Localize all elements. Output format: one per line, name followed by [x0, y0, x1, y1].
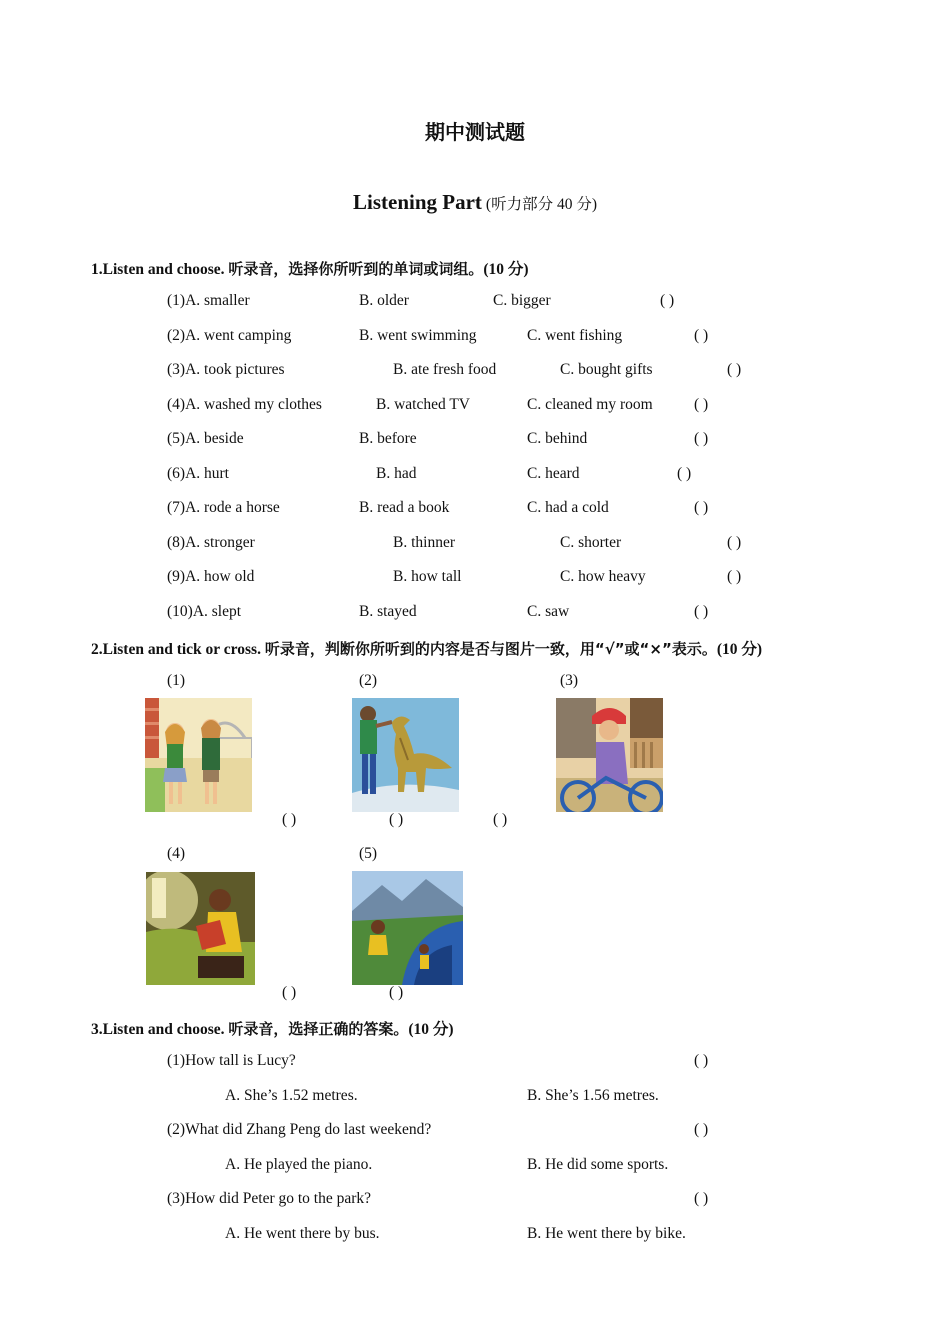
section1-heading-en: 1.Listen and choose.	[91, 261, 225, 278]
part-title: Listening Part	[353, 190, 482, 214]
s2-pic-4-label: (4)	[167, 845, 186, 862]
s3-question-3: (3)How did Peter go to the park?	[167, 1190, 372, 1207]
s1-item-3-c: C. bought gifts	[560, 361, 653, 378]
s1-item-4-a: (4)A. washed my clothes	[167, 396, 322, 413]
s2-pic-4-answer[interactable]: ( )	[282, 984, 297, 1001]
s1-item-1-answer[interactable]: ( )	[660, 292, 675, 309]
s1-item-3-answer[interactable]: ( )	[727, 361, 742, 378]
boy-reading-book-illustration	[146, 872, 255, 985]
s3-question-2: (2)What did Zhang Peng do last weekend?	[167, 1121, 432, 1138]
s1-item-2-c: C. went fishing	[527, 327, 623, 344]
s1-item-9-b: B. how tall	[393, 568, 462, 585]
s3-question-1: (1)How tall is Lucy?	[167, 1052, 296, 1069]
s1-item-1-b: B. older	[359, 292, 409, 309]
section3-heading	[91, 1017, 454, 1039]
s1-item-5-answer[interactable]: ( )	[694, 430, 709, 447]
s3-question-1-answer[interactable]: ( )	[694, 1052, 709, 1069]
s3-question-1-option-b: B. She’s 1.56 metres.	[527, 1087, 659, 1104]
s1-item-1-c: C. bigger	[493, 292, 551, 309]
s1-item-8-b: B. thinner	[393, 534, 455, 551]
s1-item-10-a: (10)A. slept	[167, 603, 242, 620]
s1-item-5-b: B. before	[359, 430, 417, 447]
s1-item-4-b: B. watched TV	[376, 396, 470, 413]
s3-question-3-option-a: A. He went there by bus.	[225, 1225, 380, 1242]
section2-heading-cn: 听录音，判断你所听到的内容是否与图片一致，用“√”或“×”表示。	[264, 640, 717, 658]
s1-item-6-c: C. heard	[527, 465, 580, 482]
s3-question-3-answer[interactable]: ( )	[694, 1190, 709, 1207]
s2-pic-1-label: (1)	[167, 672, 186, 689]
section3-points: (10 分)	[408, 1021, 454, 1038]
s2-pic-3-answer[interactable]: ( )	[493, 811, 508, 828]
section2-points: (10 分)	[716, 641, 763, 658]
section2-heading	[91, 637, 762, 659]
s3-question-2-option-a: A. He played the piano.	[225, 1156, 373, 1173]
s3-question-1-option-a: A. She’s 1.52 metres.	[225, 1087, 358, 1104]
s1-item-4-answer[interactable]: ( )	[694, 396, 709, 413]
part-points-note: (听力部分 40 分)	[485, 196, 597, 213]
s1-item-8-c: C. shorter	[560, 534, 622, 551]
s1-item-7-c: C. had a cold	[527, 499, 609, 516]
s1-item-7-answer[interactable]: ( )	[694, 499, 709, 516]
s1-item-8-a: (8)A. stronger	[167, 534, 255, 551]
s1-item-10-c: C. saw	[527, 603, 570, 620]
section1-heading	[91, 257, 529, 279]
s1-item-5-c: C. behind	[527, 430, 588, 447]
s3-question-3-option-b: B. He went there by bike.	[527, 1225, 686, 1242]
s1-item-9-c: C. how heavy	[560, 568, 646, 585]
boy-with-bike-helmet-illustration	[556, 698, 663, 812]
s1-item-3-a: (3)A. took pictures	[167, 361, 285, 378]
s2-pic-2-label: (2)	[359, 672, 378, 689]
page-title: 期中测试题	[425, 120, 525, 144]
s1-item-2-b: B. went swimming	[359, 327, 477, 344]
s1-item-9-answer[interactable]: ( )	[727, 568, 742, 585]
s1-item-6-a: (6)A. hurt	[167, 465, 229, 482]
s1-item-9-a: (9)A. how old	[167, 568, 255, 585]
boy-with-dinosaur-illustration	[352, 698, 459, 812]
s2-pic-3-label: (3)	[560, 672, 579, 689]
section1-points: (10 分)	[483, 261, 529, 278]
s1-item-1-a: (1)A. smaller	[167, 292, 250, 309]
s1-item-2-answer[interactable]: ( )	[694, 327, 709, 344]
section3-heading-en: 3.Listen and choose.	[91, 1021, 225, 1038]
section3-heading-cn: 听录音，选择正确的答案。	[228, 1020, 409, 1038]
s1-item-3-b: B. ate fresh food	[393, 361, 497, 378]
s1-item-4-c: C. cleaned my room	[527, 396, 653, 413]
s1-item-5-a: (5)A. beside	[167, 430, 244, 447]
s2-pic-2-answer[interactable]: ( )	[389, 811, 404, 828]
s3-question-2-answer[interactable]: ( )	[694, 1121, 709, 1138]
family-camping-tent-illustration	[352, 871, 463, 985]
s3-question-2-option-b: B. He did some sports.	[527, 1156, 669, 1173]
s1-item-10-b: B. stayed	[359, 603, 417, 620]
s1-item-7-a: (7)A. rode a horse	[167, 499, 280, 516]
s2-pic-5-label: (5)	[359, 845, 378, 862]
s2-pic-1-answer[interactable]: ( )	[282, 811, 297, 828]
section1-heading-cn: 听录音，选择你所听到的单词或词组。	[228, 260, 484, 278]
two-girls-talking-illustration	[145, 698, 252, 812]
s1-item-6-b: B. had	[376, 465, 417, 482]
part-subtitle	[0, 190, 950, 215]
s1-item-7-b: B. read a book	[359, 499, 450, 516]
s1-item-6-answer[interactable]: ( )	[677, 465, 692, 482]
s1-item-2-a: (2)A. went camping	[167, 327, 292, 344]
s1-item-8-answer[interactable]: ( )	[727, 534, 742, 551]
s2-pic-5-answer[interactable]: ( )	[389, 984, 404, 1001]
s1-item-10-answer[interactable]: ( )	[694, 603, 709, 620]
section2-heading-en: 2.Listen and tick or cross.	[91, 641, 261, 658]
